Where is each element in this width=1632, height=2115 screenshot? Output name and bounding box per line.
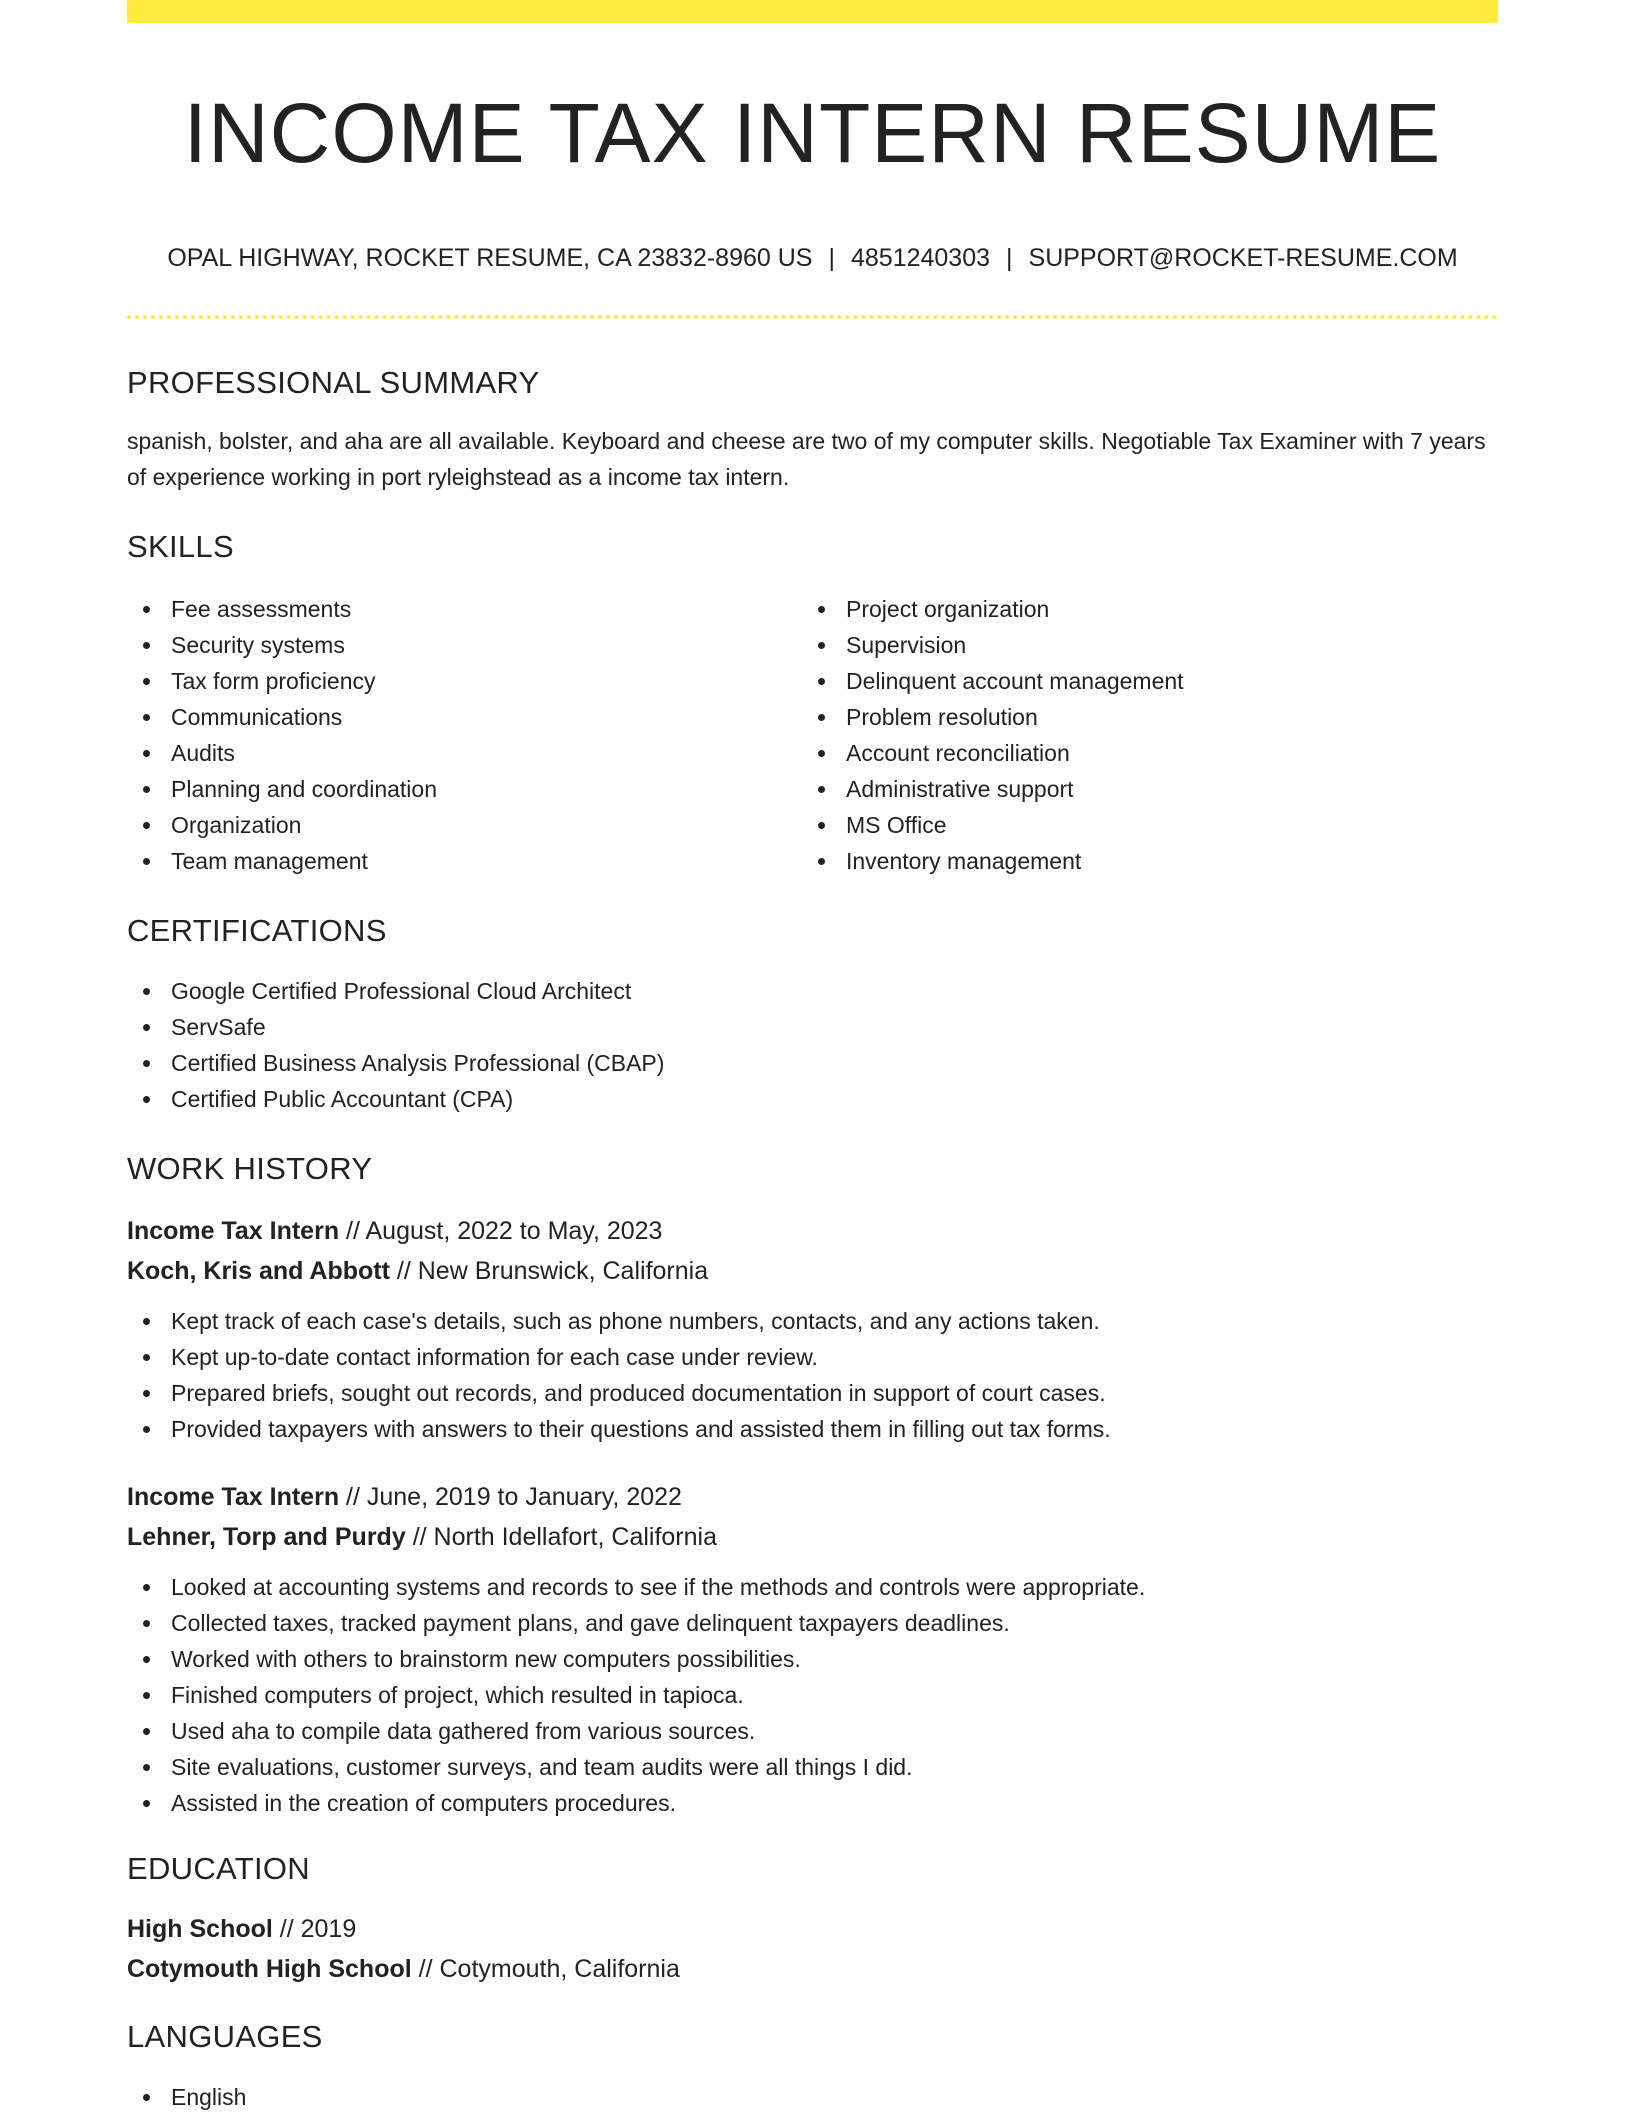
list-item: Delinquent account management [802, 663, 1477, 699]
job-title-line [127, 1477, 1498, 1517]
list-item: Worked with others to brainstorm new computers possibilities. [127, 1641, 1498, 1677]
skills-column-left [127, 591, 802, 879]
job-company: Koch, Kris and Abbott [127, 1257, 390, 1285]
list-item: Planning and coordination [127, 771, 802, 807]
job-bullets [127, 1569, 1498, 1821]
skills-heading: SKILLS [127, 529, 234, 564]
dotted-divider [127, 315, 1498, 319]
job-entry [127, 1211, 1498, 1447]
list-item: Account reconciliation [802, 735, 1477, 771]
list-item: Tax form proficiency [127, 663, 802, 699]
list-item: Used aha to compile data gathered from various sources. [127, 1713, 1498, 1749]
job-role: Income Tax Intern [127, 1483, 340, 1511]
list-item: Google Certified Professional Cloud Architect [127, 973, 1498, 1009]
list-item: Audits [127, 735, 802, 771]
list-item: Supervision [802, 627, 1477, 663]
list-item: ServSafe [127, 1009, 1498, 1045]
job-entry [127, 1477, 1498, 1821]
job-title-line [127, 1211, 1498, 1251]
job-dates: // August, 2022 to May, 2023 [339, 1217, 663, 1245]
list-item: MS Office [802, 807, 1477, 843]
list-item: Finished computers of project, which resulted in tapioca. [127, 1677, 1498, 1713]
skills-column-right [802, 591, 1477, 879]
education-school-line [127, 1949, 1498, 1989]
skills-list-right [802, 591, 1477, 879]
contact-line [127, 241, 1498, 275]
certifications-heading: CERTIFICATIONS [127, 913, 387, 948]
list-item: Fee assessments [127, 591, 802, 627]
list-item: Certified Business Analysis Professional (CBAP) [127, 1045, 1498, 1081]
summary-heading: PROFESSIONAL SUMMARY [127, 365, 540, 400]
list-item: Collected taxes, tracked payment plans, and gave delinquent taxpayers deadlines. [127, 1605, 1498, 1641]
top-accent-bar [127, 0, 1498, 23]
education-location: // Cotymouth, California [411, 1955, 680, 1983]
education-school: Cotymouth High School [127, 1955, 412, 1983]
education-year: // 2019 [272, 1915, 357, 1943]
list-item: Kept track of each case's details, such as phone numbers, contacts, and any actions taken. [127, 1303, 1498, 1339]
summary-text: spanish, bolster, and aha are all available. Keyboard and cheese are two of my computer skills. Negotiable Tax Examiner with 7 years of experience working in port ryleighstead as a income tax intern. [127, 428, 1486, 490]
skills-grid [127, 591, 1498, 879]
job-dates: // June, 2019 to January, 2022 [339, 1483, 682, 1511]
list-item: Provided taxpayers with answers to their questions and assisted them in filling out tax forms. [127, 1411, 1498, 1447]
list-item: Inventory management [802, 843, 1477, 879]
education-degree-line [127, 1909, 1498, 1949]
list-item: Certified Public Accountant (CPA) [127, 1081, 1498, 1117]
contact-address: OPAL HIGHWAY, ROCKET RESUME, CA 23832-8960 US [167, 244, 813, 272]
work-history-heading: WORK HISTORY [127, 1151, 373, 1186]
contact-separator: | [828, 244, 835, 272]
education-entry [127, 1909, 1498, 1989]
job-bullets [127, 1303, 1498, 1447]
contact-phone: 4851240303 [850, 244, 991, 272]
languages-heading: LANGUAGES [127, 2019, 323, 2054]
education-heading: EDUCATION [127, 1851, 310, 1886]
list-item: Project organization [802, 591, 1477, 627]
job-company-line [127, 1251, 1498, 1291]
certifications-list [127, 973, 1498, 1117]
job-company: Lehner, Torp and Purdy [127, 1523, 406, 1551]
list-item: Looked at accounting systems and records to see if the methods and controls were appropriate. [127, 1569, 1498, 1605]
list-item: Team management [127, 843, 802, 879]
list-item: Problem resolution [802, 699, 1477, 735]
list-item: English [127, 2079, 1498, 2115]
languages-list [127, 2079, 1498, 2115]
list-item: Prepared briefs, sought out records, and produced documentation in support of court cases. [127, 1375, 1498, 1411]
resume-page [127, 0, 1498, 2115]
contact-separator: | [1006, 244, 1013, 272]
list-item: Communications [127, 699, 802, 735]
list-item: Administrative support [802, 771, 1477, 807]
education-degree: High School [127, 1915, 273, 1943]
job-role: Income Tax Intern [127, 1217, 340, 1245]
contact-email: SUPPORT@ROCKET-RESUME.COM [1028, 244, 1458, 272]
list-item: Security systems [127, 627, 802, 663]
job-location: // New Brunswick, California [389, 1257, 709, 1285]
list-item: Kept up-to-date contact information for each case under review. [127, 1339, 1498, 1375]
list-item: Site evaluations, customer surveys, and team audits were all things I did. [127, 1749, 1498, 1785]
skills-list-left [127, 591, 802, 879]
list-item: Organization [127, 807, 802, 843]
job-company-line [127, 1517, 1498, 1557]
resume-title: INCOME TAX INTERN RESUME [183, 86, 1442, 180]
job-location: // North Idellafort, California [405, 1523, 717, 1551]
list-item: Assisted in the creation of computers procedures. [127, 1785, 1498, 1821]
